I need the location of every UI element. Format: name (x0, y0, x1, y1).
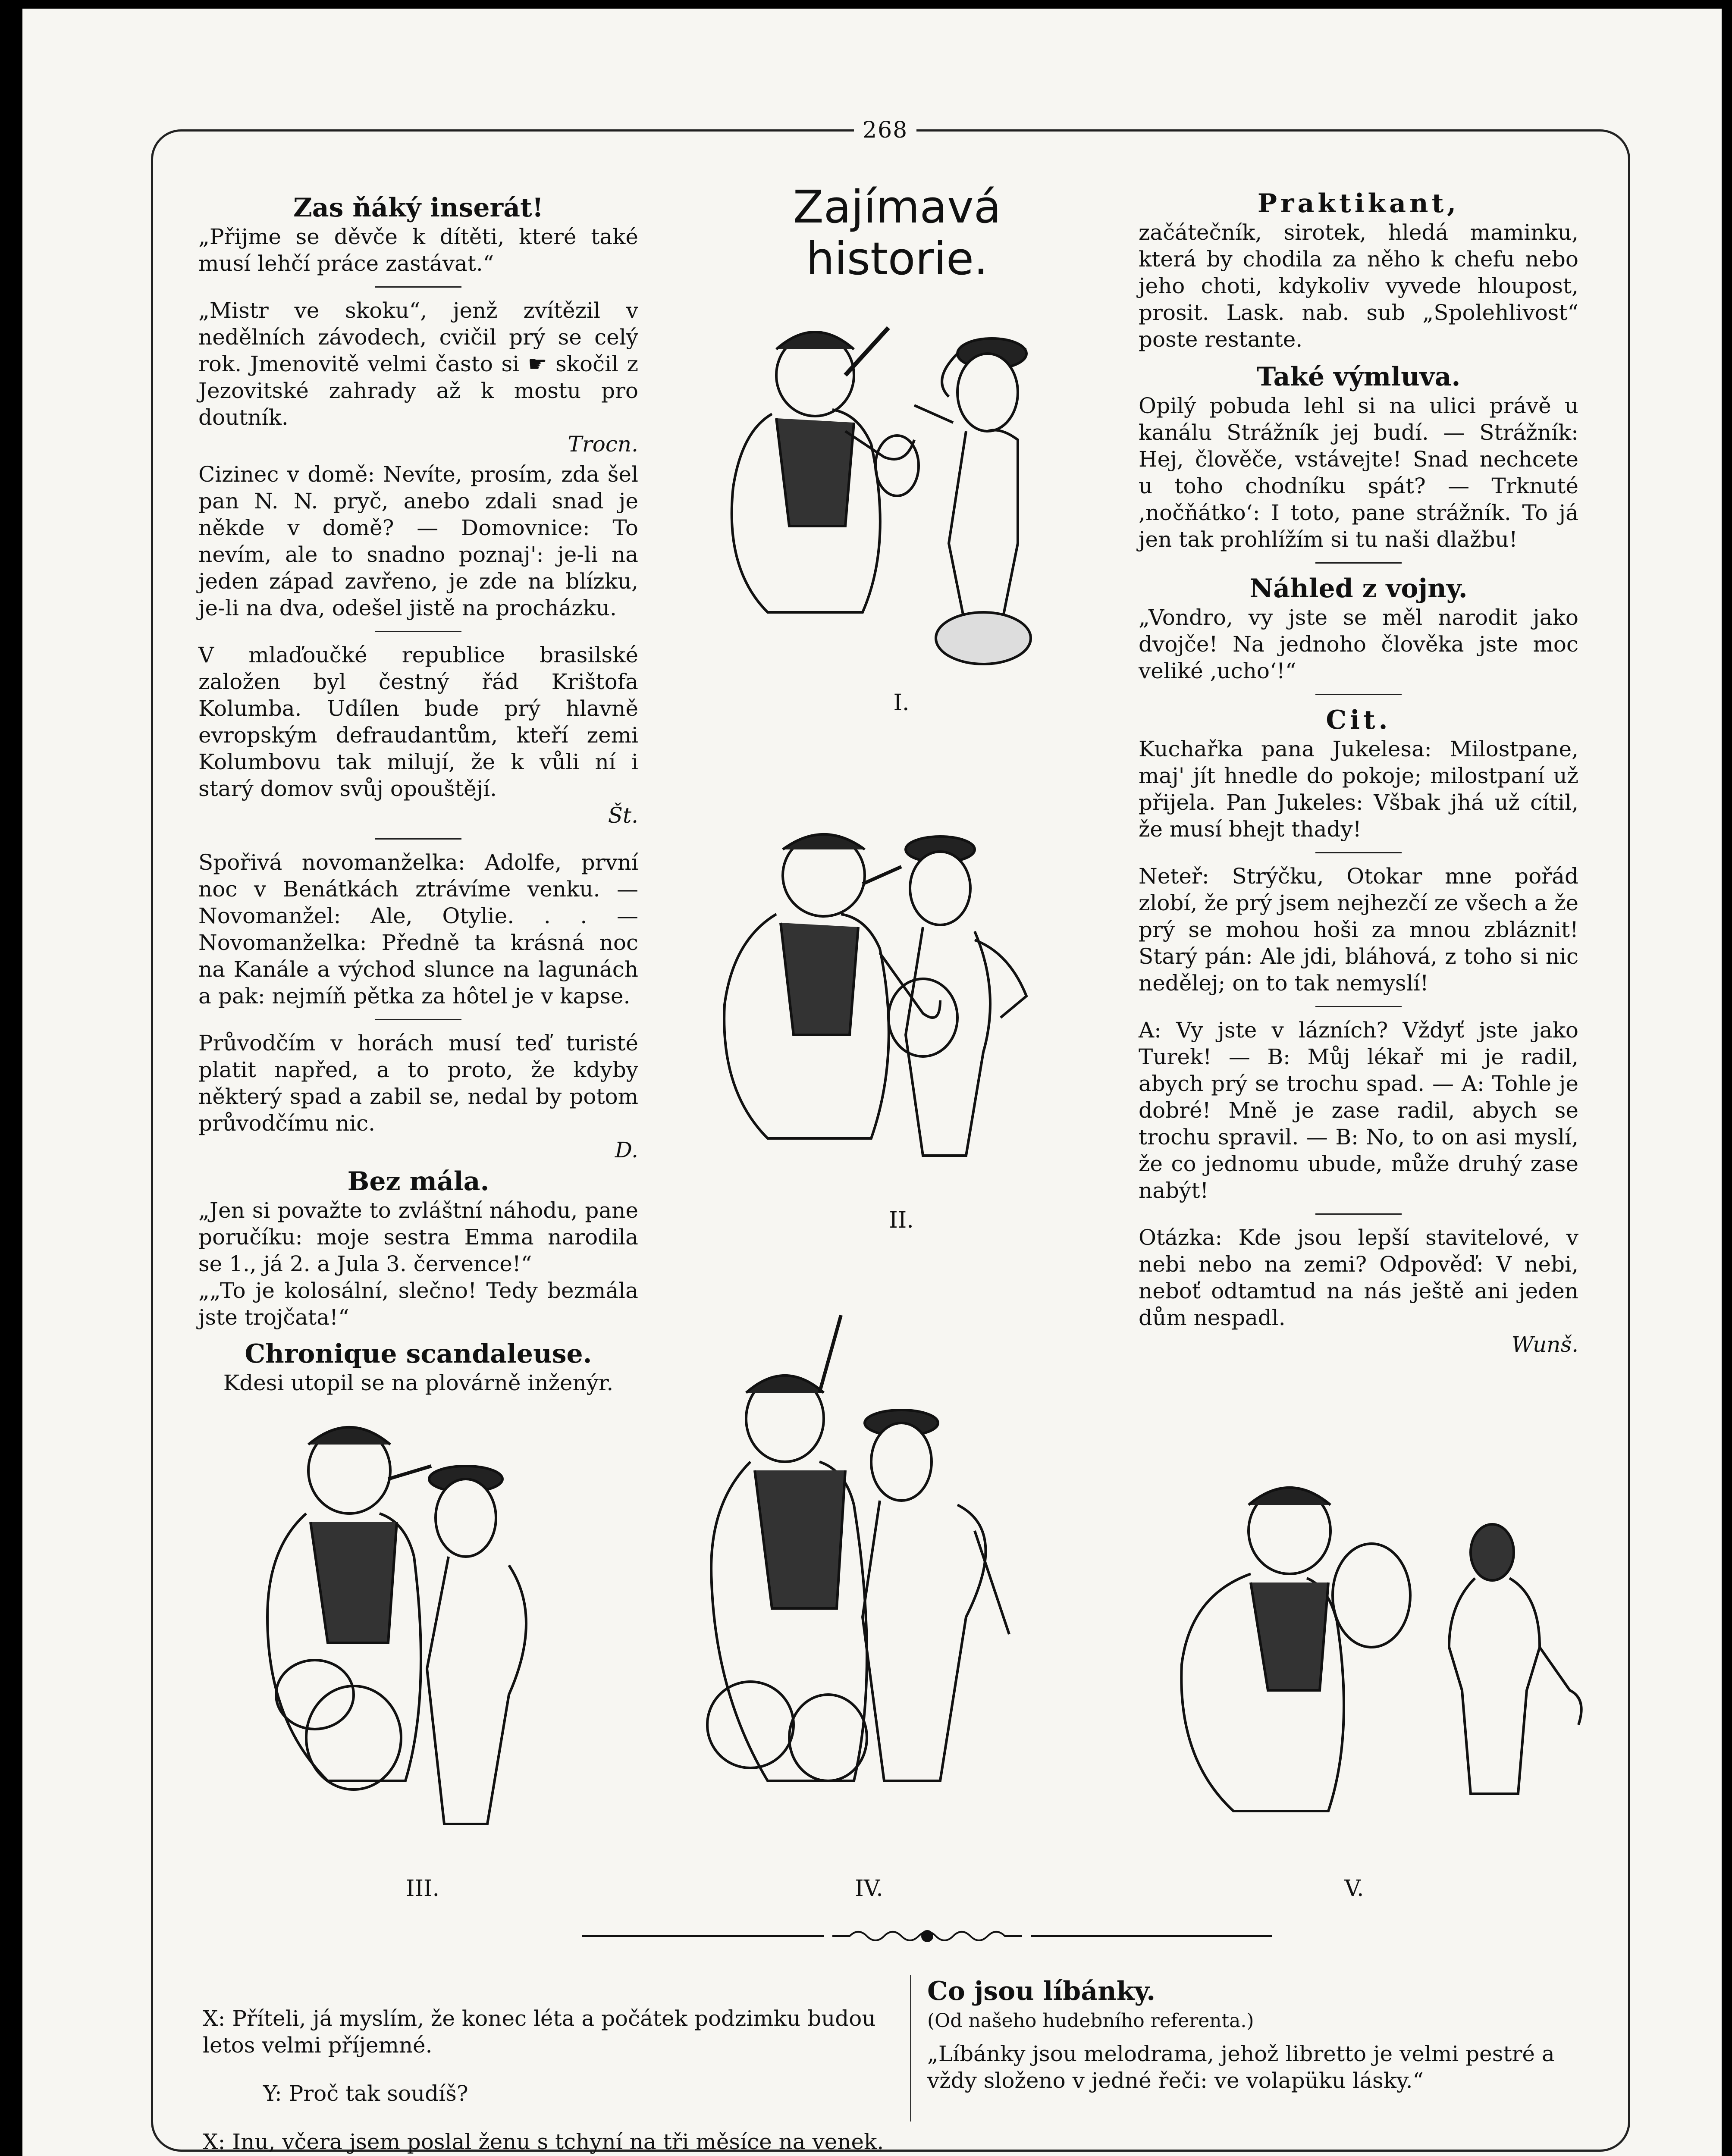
signature: Št. (608, 803, 638, 828)
caption-5: V. (1344, 1876, 1364, 1902)
illustration-panel-4 (699, 1307, 1070, 1811)
dialogue-line: X: Příteli, já myslím, že konec léta a počátek podzimku budou letos velmi příjemné. (203, 2006, 876, 2058)
illustration-panel-3 (242, 1393, 595, 1858)
heading-bez-mala: Bez mála. (347, 1166, 489, 1197)
heading-nahled-z-vojny: Náhled z vojny. (1249, 573, 1468, 604)
separator-rule (1315, 694, 1402, 695)
paragraph: „Vondro, vy jste se měl narodit jako dvojče! Na jednoho člověka jste moc veliké ,ucho‘!“ (1139, 605, 1578, 683)
separator-rule (375, 1019, 461, 1020)
separator-rule (375, 631, 461, 632)
paragraph: „Jen si považte to zvláštní náhodu, pane poručíku: moje sestra Emma narodila se 1., já 2. a Jula 3. července!“ (198, 1198, 638, 1276)
page-number: 268 (854, 117, 916, 143)
paragraph: V mlaďoučké republice brasilské založen byl čestný řád Krištofa Kolumba. Udílen bude prý hlavně evropským defraudantům, kteří zemi Kolumbovu tak milují, že k vůli ní i starý domov svůj opouštějí. (198, 642, 638, 801)
signature: Trocn. (568, 432, 638, 457)
separator-rule (375, 286, 461, 288)
caption-2: II. (889, 1207, 914, 1233)
left-column (198, 190, 638, 1396)
paragraph: Neteř: Strýčku, Otokar mne pořád zlobí, že prý jsem nejhezčí ze všech a že prý se mohou hoši za mnou zbláznit! Starý pán: Ale jdi, bláhová, z toho si nic nedělej; on to tak nemyslí! (1139, 864, 1578, 996)
paragraph: „Mistr ve skoku“, jenž zvítězil v nedělních závodech, cvičil prý se celý rok. Jmenovitě velmi často si ☛ skočil z Jezovitské zahrady až k mostu pro doutník. (198, 298, 638, 430)
separator-rule (1315, 1213, 1402, 1215)
paragraph: „Líbánky jsou melodrama, jehož libretto je velmi pestré a vždy složeno v jedné řeči: ve volapüku lásky.“ (927, 2041, 1555, 2093)
paragraph: Spořivá novomanželka: Adolfe, první noc v Benátkách ztrávíme venku. — Novomanžel: Ale, Otylie. . . — Novomanželka: Předně ta krásná noc na Kanále a východ slunce na lagunách a pak: nejmíň pětka za hôtel je v kapse. (198, 850, 638, 1009)
illustration-panel-2 (699, 811, 1104, 1199)
separator-rule (375, 838, 461, 840)
separator-rule (1315, 1006, 1402, 1007)
paragraph: Otázka: Kde jsou lepší stavitelové, v nebi nebo na zemi? Odpověď: V nebi, neboť odtamtud na nás ještě ani jeden dům nespadl. (1139, 1225, 1578, 1330)
paragraph: Opilý pobuda lehl si na ulici právě u kanálu Strážník jej budí. — Strážník: Hej, člověče, vstávejte! Snad nechcete u toho chodníku spát? — Trknuté ,nočňátko‘: I toto, pane strážník. To já jen tak prohlížím si tu naši dlažbu! (1139, 393, 1578, 552)
dialogue-line: Y: Proč tak soudíš? (263, 2081, 468, 2106)
column-divider (910, 1975, 911, 2122)
ornamental-divider (582, 1923, 1272, 1949)
caption-3: III. (405, 1876, 440, 1902)
right-column (1139, 185, 1578, 1358)
main-title: Zajímavá historie. (793, 181, 1001, 285)
illustration-panel-1 (690, 302, 1104, 690)
heading-praktikant: Praktikant, (1257, 188, 1460, 219)
heading-co-jsou-libanky: Co jsou líbánky. (927, 1976, 1156, 2006)
heading-cit: Cit. (1326, 705, 1391, 735)
separator-rule (1315, 562, 1402, 564)
illustration-panel-5 (1104, 1466, 1604, 1837)
paragraph: „„To je kolosální, slečno! Tedy bezmála jste trojčata!“ (198, 1278, 638, 1330)
bottom-left-dialogue (203, 1984, 901, 2156)
bottom-right-article (927, 1975, 1604, 2115)
signature: Wunš. (1511, 1332, 1578, 1357)
paragraph: A: Vy jste v lázních? Vždyť jste jako Turek! — B: Můj lékař mi je radil, abych prý se trochu spad. — A: Tohle je dobré! Mně je zase radil, abych se trochu spravil. — B: No, to on asi myslí, že co jednomu ubude, může druhý zase nabýt! (1139, 1018, 1578, 1203)
paragraph: Kuchařka pana Jukelesa: Milostpane, maj' jít hnedle do pokoje; milostpaní už přijela. Pan Jukeles: Všbak jhá už cítil, že musí bhejt thady! (1139, 736, 1578, 842)
paragraph: „Přijme se děvče k dítěti, které také musí lehčí práce zastávat.“ (198, 224, 638, 276)
heading-take-vymluva: Také výmluva. (1256, 362, 1461, 392)
caption-1: I. (893, 690, 910, 716)
paragraph: Kdesi utopil se na plovárně inženýr. (223, 1370, 614, 1395)
paragraph: začátečník, sirotek, hledá maminku, která by chodila za něho k chefu nebo jeho choti, kdykoliv vyvede hloupost, prosit. Lask. nab. sub „Spolehlivost“ poste restante. (1139, 220, 1578, 352)
caption-4: IV. (855, 1876, 883, 1902)
heading-zas-naky-inserat: Zas ňáký inserát! (293, 193, 544, 223)
signature: D. (615, 1138, 638, 1163)
dialogue-line: X: Inu, včera jsem poslal ženu s tchyní na tři měsíce na venek. (203, 2129, 884, 2154)
paragraph: Průvodčím v horách musí teď turisté platit napřed, a to proto, že kdyby některý spad a zabil se, nedal by potom průvodčímu nic. (198, 1031, 638, 1136)
heading-chronique-scandaleuse: Chronique scandaleuse. (245, 1339, 592, 1369)
separator-rule (1315, 852, 1402, 853)
paragraph: Cizinec v domě: Nevíte, prosím, zda šel pan N. N. pryč, anebo zdali snad je někde v domě? — Domovnice: To nevím, ale to snadno poznaj': je-li na jeden západ zavřeno, je zde na blízku, je-li na dva, odešel jistě na procházku. (198, 462, 638, 620)
subheading: (Od našeho hudebního referenta.) (927, 2010, 1254, 2032)
